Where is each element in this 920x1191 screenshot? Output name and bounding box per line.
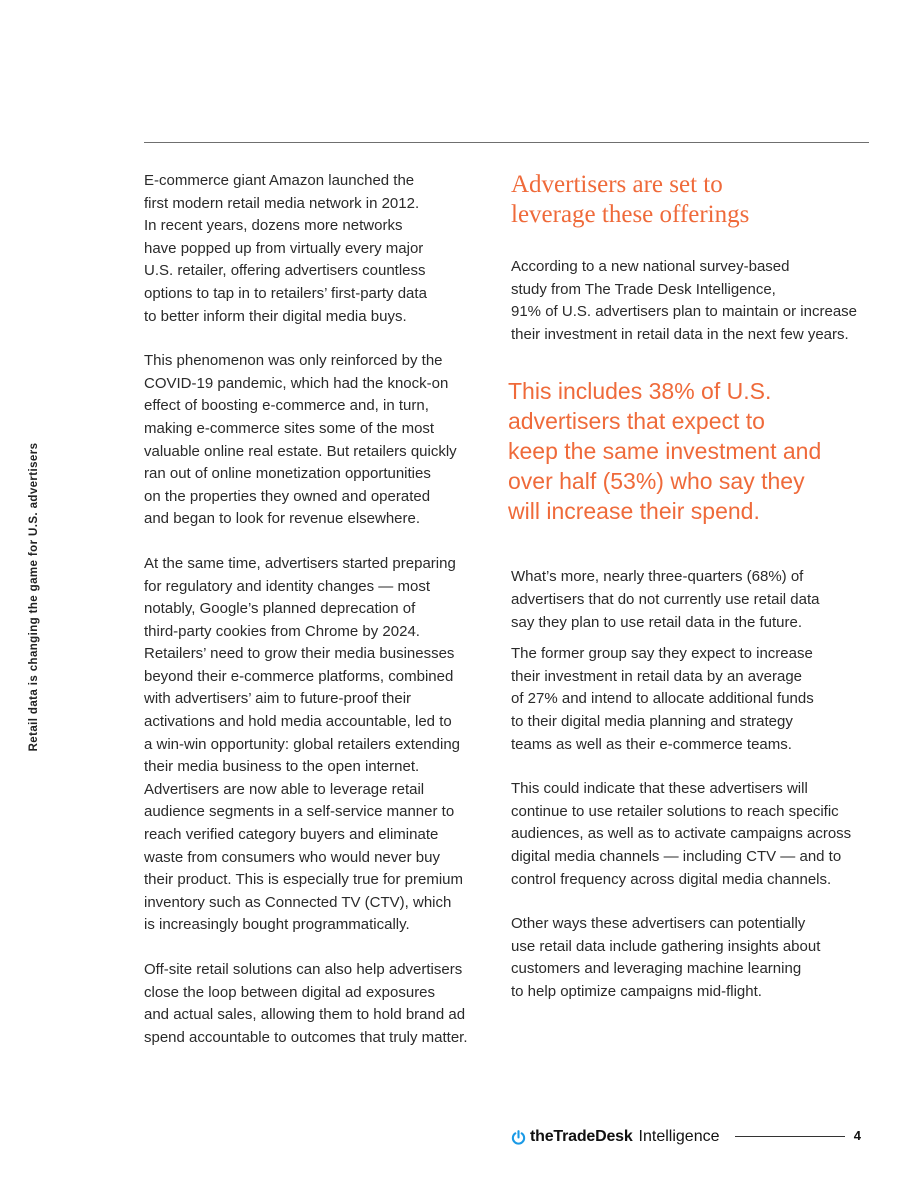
brand-name: theTradeDesk (530, 1128, 633, 1145)
body-paragraph: The former group say they expect to increase their investment in retail data by an average of 27% and intend to allocate additional funds to their digital media planning and strategy teams as well as their e-commerce teams. (511, 645, 814, 753)
power-icon (511, 1130, 526, 1145)
body-paragraph: This phenomenon was only reinforced by the COVID-19 pandemic, which had the knock-on effect of boosting e-commerce and, in turn, making e-commerce sites some of the most valuable online real estate. But retailers quickly ran out of online monetization opportunities on the properties they owned and operated and began to look for revenue elsewhere. (144, 352, 457, 528)
brand-logo (511, 1125, 720, 1149)
brand-suffix: Intelligence (638, 1128, 720, 1145)
running-section-label: Retail data is changing the game for U.S. advertisers (28, 442, 40, 752)
body-paragraph: What’s more, nearly three-quarters (68%) of advertisers that do not currently use retail data say they plan to use retail data in the future. (511, 568, 820, 631)
page-footer (511, 1125, 871, 1149)
pull-quote: This includes 38% of U.S. advertisers that expect to keep the same investment and over half (53%) who say they will increase their spend. (508, 378, 822, 525)
body-paragraph: Off-site retail solutions can also help advertisers close the loop between digital ad exposures and actual sales, allowing them to hold brand ad spend accountable to outcomes that truly matter. (144, 961, 468, 1046)
body-paragraph: Other ways these advertisers can potentially use retail data include gathering insights about customers and leveraging machine learning to help optimize campaigns mid-flight. (511, 915, 821, 1000)
intro-paragraph: According to a new national survey-based study from The Trade Desk Intelligence, 91% of U.S. advertisers plan to maintain or increase their investment in retail data in the next few years. (511, 258, 858, 343)
footer-divider (735, 1136, 845, 1137)
left-column (144, 170, 494, 1071)
body-paragraph: At the same time, advertisers started preparing for regulatory and identity changes — most notably, Google’s planned deprecation of third-party cookies from Chrome by 2024. Retailers’ need to grow their media businesses beyond their e-commerce platforms, combined with advertisers’ aim to future-proof their activations and hold media accountable, led to a win-win opportunity: global retailers extending their media business to the open internet. Advertisers are now able to leverage retail audience segments in a self-service manner to reach verified category buyers and eliminate waste from consumers who would never buy their product. This is especially true for premium inventory such as Connected TV (CTV), which is increasingly bought programmatically. (144, 554, 464, 934)
section-heading: Advertisers are set to leverage these offerings (511, 171, 750, 228)
right-column (508, 170, 873, 1003)
body-paragraph: E-commerce giant Amazon launched the first modern retail media network in 2012. In recent years, dozens more networks have popped up from virtually every major U.S. retailer, offering advertisers countless options to tap in to retailers’ first-party data to better inform their digital media buys. (144, 172, 427, 325)
body-paragraph: This could indicate that these advertisers will continue to use retailer solutions to reach specific audiences, as well as to activate campaigns across digital media channels — including CTV — and to control frequency across digital media channels. (511, 780, 852, 888)
top-divider (144, 142, 869, 143)
page-number: 4 (853, 1128, 861, 1143)
